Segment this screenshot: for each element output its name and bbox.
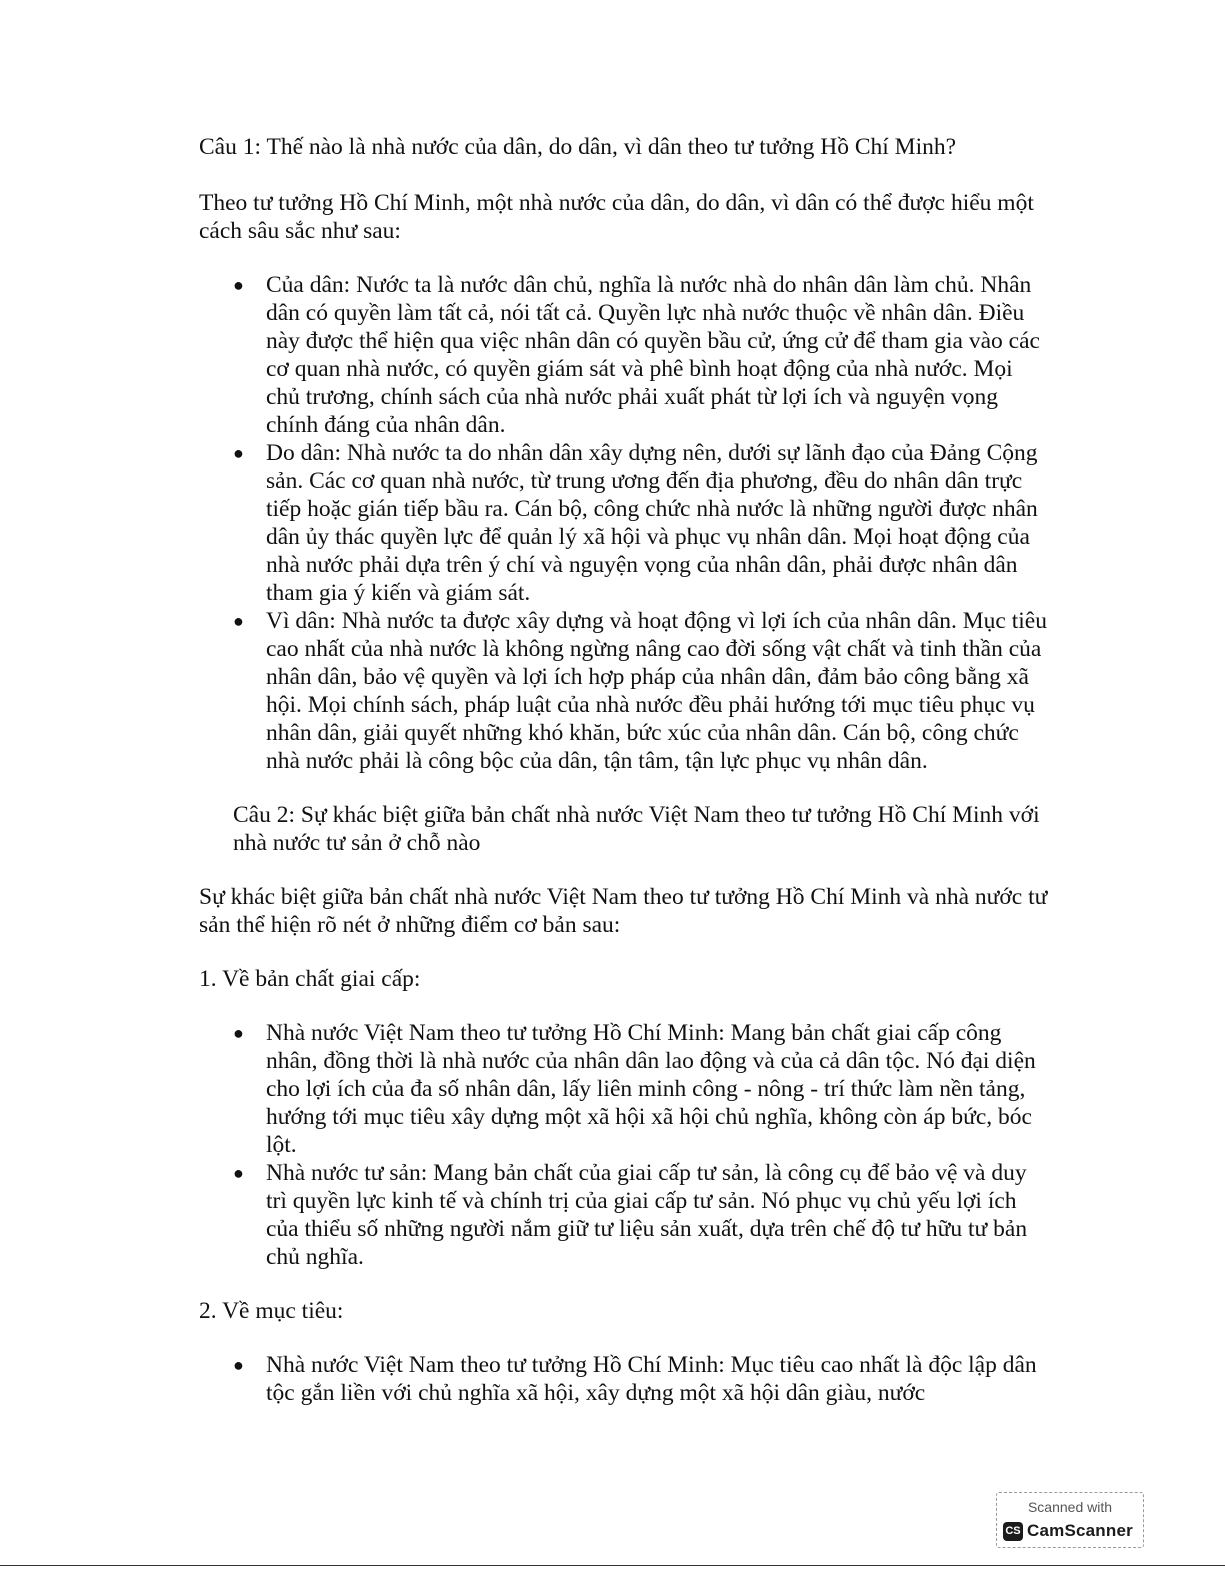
question-2-title: Câu 2: Sự khác biệt giữa bản chất nhà nước Việt Nam theo tư tưởng Hồ Chí Minh với nhà nước tư sản ở chỗ nào [233,802,1040,856]
watermark-brand-row [1003,1521,1133,1541]
bullet-icon: ● [233,443,244,463]
page-bottom-edge [0,1565,1225,1566]
question-1-list [199,271,1049,775]
bullet-icon: ● [233,1355,244,1375]
bullet-icon: ● [233,611,244,631]
list-item: ● Nhà nước Việt Nam theo tư tưởng Hồ Chí Minh: Mục tiêu cao nhất là độc lập dân tộc gắn liền với chủ nghĩa xã hội, xây dựng một xã hội dân giàu, nước [233,1352,1037,1406]
document-page [199,133,1049,1433]
section-2-title: 2. Về mục tiêu: [199,1298,344,1324]
section-2-list [199,1351,1049,1407]
list-item: ● Do dân: Nhà nước ta do nhân dân xây dựng nên, dưới sự lãnh đạo của Đảng Cộng sản. Các cơ quan nhà nước, từ trung ương đến địa phương, đều do nhân dân trực tiếp hoặc gián tiếp bầu ra. Cán bộ, công chức nhà nước là những người được nhân dân ủy thác quyền lực để quản lý xã hội và phục vụ nhân dân. Mọi hoạt động của nhà nước phải dựa trên ý chí và nguyện vọng của nhân dân, phải được nhân dân tham gia ý kiến và giám sát. [233,440,1038,606]
watermark-brand: CamScanner [1027,1521,1133,1540]
section-1-title: 1. Về bản chất giai cấp: [199,966,421,992]
list-item: ● Nhà nước tư sản: Mang bản chất của giai cấp tư sản, là công cụ để bảo vệ và duy trì quyền lực kinh tế và chính trị của giai cấp tư sản. Nó phục vụ chủ yếu lợi ích của thiểu số những người nắm giữ tư liệu sản xuất, dựa trên chế độ tư hữu tư bản chủ nghĩa. [233,1160,1028,1270]
list-item: ● Vì dân: Nhà nước ta được xây dựng và hoạt động vì lợi ích của nhân dân. Mục tiêu cao nhất của nhà nước là không ngừng nâng cao đời sống vật chất và tinh thần của nhân dân, bảo vệ quyền và lợi ích hợp pháp của nhân dân, đảm bảo công bằng xã hội. Mọi chính sách, pháp luật của nhà nước đều phải hướng tới mục tiêu phục vụ nhân dân, giải quyết những khó khăn, bức xúc của nhân dân. Cán bộ, công chức nhà nước phải là công bộc của dân, tận tâm, tận lực phục vụ nhân dân. [233,608,1047,774]
question-1-title: Câu 1: Thế nào là nhà nước của dân, do dân, vì dân theo tư tưởng Hồ Chí Minh? [199,134,957,160]
bullet-icon: ● [233,275,244,295]
list-item: ● Nhà nước Việt Nam theo tư tưởng Hồ Chí Minh: Mang bản chất giai cấp công nhân, đồng thời là nhà nước của nhân dân lao động và của cả dân tộc. Nó đại diện cho lợi ích của đa số nhân dân, lấy liên minh công - nông - trí thức làm nền tảng, hướng tới mục tiêu xây dựng một xã hội xã hội chủ nghĩa, không còn áp bức, bóc lột. [233,1020,1036,1158]
question-2-intro: Sự khác biệt giữa bản chất nhà nước Việt Nam theo tư tưởng Hồ Chí Minh và nhà nước tư sản thể hiện rõ nét ở những điểm cơ bản sau: [199,884,1048,938]
list-item: ● Của dân: Nước ta là nước dân chủ, nghĩa là nước nhà do nhân dân làm chủ. Nhân dân có quyền làm tất cả, nói tất cả. Quyền lực nhà nước thuộc về nhân dân. Điều này được thể hiện qua việc nhân dân có quyền bầu cử, ứng cử để tham gia vào các cơ quan nhà nước, có quyền giám sát và phê bình hoạt động của nhà nước. Mọi chủ trương, chính sách của nhà nước phải xuất phát từ lợi ích và nguyện vọng chính đáng của nhân dân. [233,272,1040,438]
section-1-list [199,1019,1049,1271]
bullet-icon: ● [233,1163,244,1183]
camscanner-watermark [996,1492,1144,1548]
bullet-icon: ● [233,1023,244,1043]
camscanner-logo-icon: CS [1003,1522,1023,1541]
question-1-intro: Theo tư tưởng Hồ Chí Minh, một nhà nước của dân, do dân, vì dân có thể được hiểu một cách sâu sắc như sau: [199,190,1034,244]
watermark-caption: Scanned with [1027,1499,1113,1515]
